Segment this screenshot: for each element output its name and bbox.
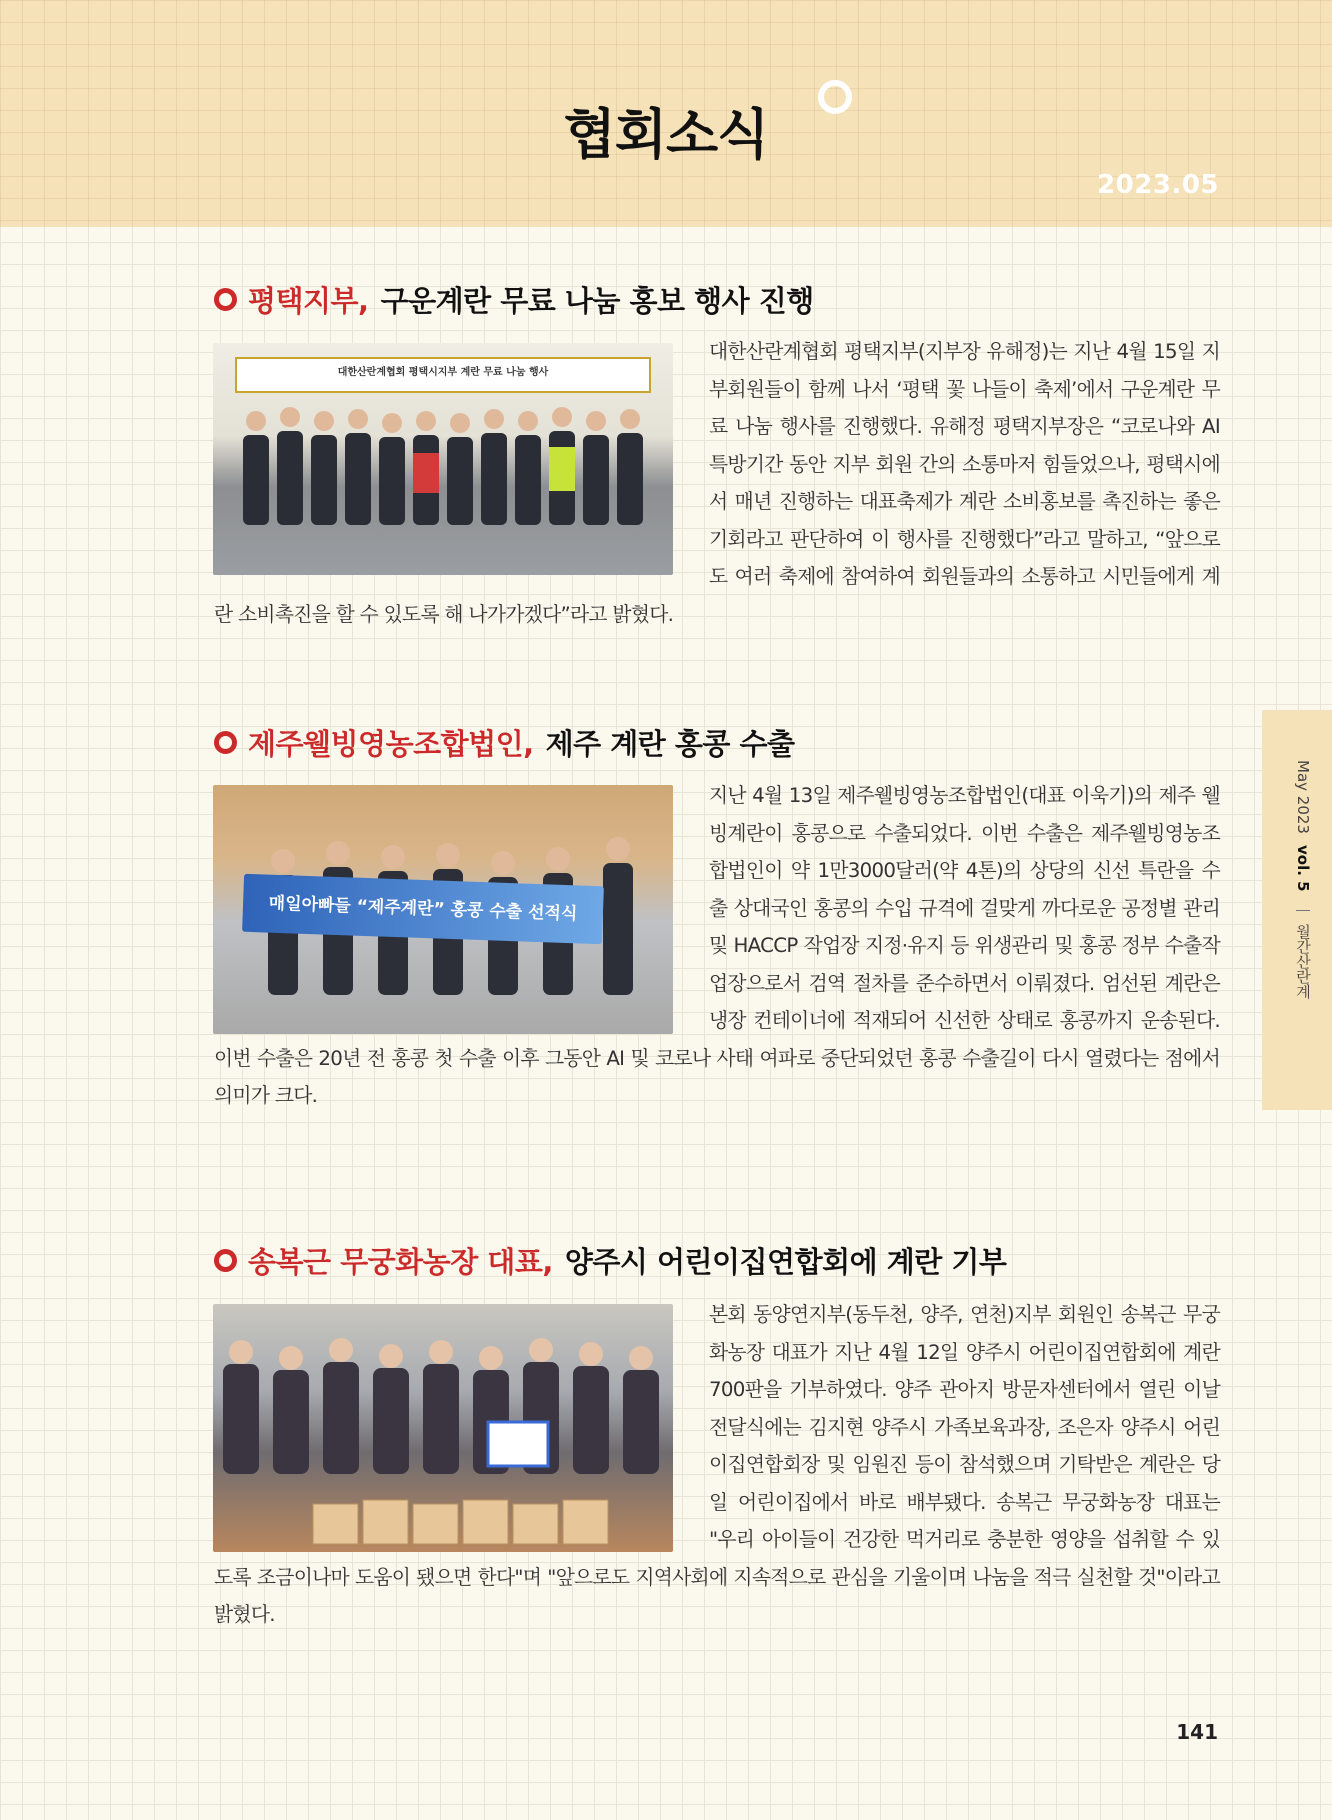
article-3-highlight: 송복근 무궁화농장 대표, [248,1244,553,1279]
side-tab-month-year: May 2023 [1294,760,1312,834]
page-title: 협회소식 [563,103,769,166]
photo-banner-text: 대한산란계협회 평택시지부 계란 무료 나눔 행사 [235,357,651,393]
article-3-title: 양주시 어린이집연합회에 계란 기부 [564,1244,1007,1279]
ring-bullet-icon [214,1249,237,1272]
article-1-title: 구운계란 무료 나눔 홍보 행사 진행 [380,283,814,318]
ring-bullet-icon [214,731,237,754]
article-2-body-text: 지난 4월 13일 제주웰빙영농조합법인(대표 이욱기)의 제주 웰빙계란이 홍콩으로 수출되었다. 이번 수출은 제주웰빙영농조합법인이 약 1만3000달러(약 4톤)의 상당의 신선 특란을 수출 상대국인 홍콩의 수입 규격에 걸맞게 까다로운 공정별 관리 및 HACCP 작업장 지정·유지 등 위생관리 및 홍콩 정부 수출작업장으로서 검역 절차를 준수하면서 이뤄졌다. 엄선된 계란은 냉장 컨테이너에 적재되어 신선한 상태로 홍콩까지 운송된다. 이번 수출은 20년 전 홍콩 첫 수출 이후 그동안 AI 및 코로나 사태 여파로 중단되었던 홍콩 수출길이 다시 열렸다는 점에서 의미가 크다. [214,784,1220,1107]
article-2-body [214,777,1220,1115]
article-3-body [214,1296,1220,1634]
article-1-body-text: 대한산란계협회 평택지부(지부장 유해정)는 지난 4월 15일 지부회원들이 함께 나서 ‘평택 꽃 나들이 축제’에서 구운계란 무료 나눔 행사를 진행했다. 유해정 평택지부장은 “코로나와 AI 특방기간 동안 지부 회원 간의 소통마저 힘들었으나, 평택시에서 매년 진행하는 대표축제가 계란 소비홍보를 촉진하는 좋은 기회라고 판단하여 이 행사를 진행했다”라고 말하고, “앞으로도 여러 축제에 참여하여 회원들과의 소통하고 시민들에게 계란 소비촉진을 할 수 있도록 해 나가가겠다”라고 밝혔다. [214,340,1220,626]
article-1-heading [214,277,1214,321]
issue-date: 2023.05 [1097,170,1219,200]
photo-wrap-spacer [214,777,709,1039]
photo-wrap-spacer [214,333,709,595]
title-ring-icon [818,80,852,114]
article-2-title: 제주 계란 홍콩 수출 [545,726,795,761]
side-tab-label [1284,760,1314,1060]
side-tab-volume: vol. 5 [1294,844,1312,892]
ring-bullet-icon [214,288,237,311]
article-1-body [214,333,1220,633]
photo-wrap-spacer [214,1296,709,1558]
article-3-body-text: 본회 동양연지부(동두천, 양주, 연천)지부 회원인 송복근 무궁화농장 대표가 지난 4월 12일 양주시 어린이집연합회에 계란 700판을 기부하였다. 양주 관아지 방문자센터에서 열린 이날 전달식에는 김지현 양주시 가족보육과장, 조은자 양주시 어린이집연합회장 및 임원진 등이 참석했으며 기탁받은 계란은 당일 어린이집에서 바로 배부됐다. 송복근 무궁화농장 대표는 "우리 아이들이 건강한 먹거리로 충분한 영양을 섭취할 수 있도록 조금이나마 도움이 됐으면 한다"며 "앞으로도 지역사회에 지속적으로 관심을 기울이며 나눔을 적극 실천할 것"이라고 밝혔다. [214,1303,1220,1626]
side-tab-magazine: 월간산란계 [1294,923,1312,999]
page-number: 141 [1176,1720,1218,1744]
side-tab-divider [1296,910,1310,911]
article-1-highlight: 평택지부, [248,283,369,318]
article-3-heading [214,1238,1214,1282]
article-2-heading [214,720,1214,764]
article-2-highlight: 제주웰빙영농조합법인, [248,726,534,761]
photo-banner-text: 매일아빠들 “제주계란” 홍콩 수출 선적식 [242,874,604,945]
